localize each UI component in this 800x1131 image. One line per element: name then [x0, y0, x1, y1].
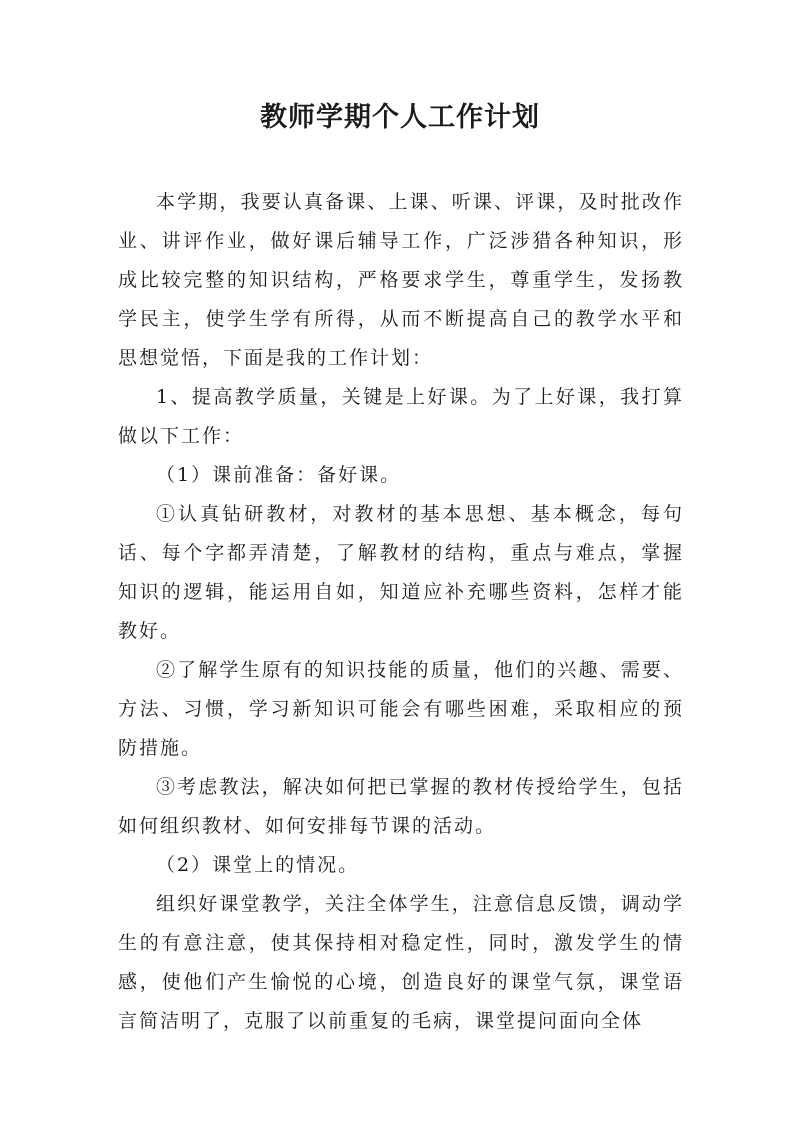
paragraph-item-1: ①认真钻研教材，对教材的基本思想、基本概念，每句话、每个字都弄清楚，了解教材的结构，重点与难点，掌握知识的逻辑，能运用自如，知道应补充哪些资料，怎样才能教好。 — [118, 503, 684, 642]
document-body — [118, 183, 684, 1041]
paragraph-subsection-1: （1）课前准备：备好课。 — [156, 464, 402, 486]
paragraph-classroom: 组织好课堂教学，关注全体学生，注意信息反馈，调动学生的有意注意，使其保持相对稳定性，同时，激发学生的情感，使他们产生愉悦的心境，创造良好的课堂气氛，课堂语言简洁明了，克服了以前重复的毛病，课堂提问面向全体 — [118, 893, 684, 1032]
paragraph-section-1: 1、提高教学质量，关键是上好课。为了上好课，我打算做以下工作： — [118, 386, 684, 447]
document-title: 教师学期个人工作计划 — [260, 102, 540, 133]
paragraph-item-2: ②了解学生原有的知识技能的质量，他们的兴趣、需要、方法、习惯，学习新知识可能会有哪些困难，采取相应的预防措施。 — [118, 659, 684, 759]
paragraph-item-3: ③考虑教法，解决如何把已掌握的教材传授给学生，包括如何组织教材、如何安排每节课的活动。 — [118, 776, 684, 837]
paragraph-subsection-2: （2）课堂上的情况。 — [156, 854, 360, 876]
paragraph-intro: 本学期，我要认真备课、上课、听课、评课，及时批改作业、讲评作业，做好课后辅导工作，广泛涉猎各种知识，形成比较完整的知识结构，严格要求学生，尊重学生，发扬教学民主，使学生学有所得，从而不断提高自己的教学水平和思想觉悟，下面是我的工作计划： — [118, 191, 684, 369]
